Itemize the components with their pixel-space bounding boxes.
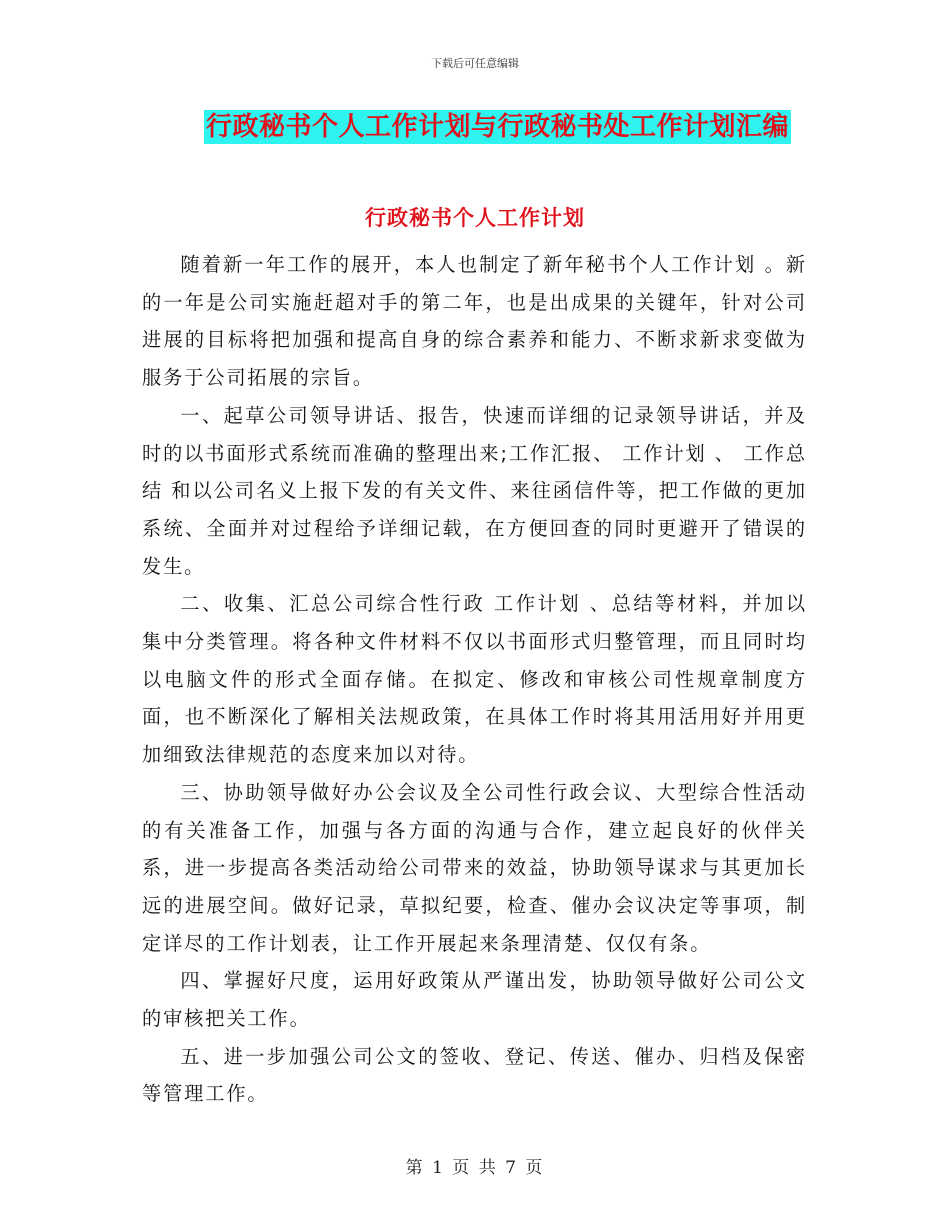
section-title: 行政秘书个人工作计划	[365, 206, 585, 230]
page-number-footer: 第 1 页 共 7 页	[405, 1158, 545, 1178]
paragraph-item-2: 二、收集、汇总公司综合性行政 工作计划 、总结等材料，并加以集中分类管理。将各种文件材料不仅以书面形式归整管理，而且同时均以电脑文件的形式全面存储。在拟定、修改和审核公司性规章制度方面，也不断深化了解相关法规政策，在具体工作时将其用活用好并用更加细致法律规范的态度来加以对待。	[142, 592, 807, 767]
header-note: 下载后可任意编辑	[431, 57, 519, 70]
main-title: 行政秘书个人工作计划与行政秘书处工作计划汇编	[205, 112, 789, 142]
main-title-container	[0, 110, 950, 144]
paragraph-intro: 随着新一年工作的展开，本人也制定了新年秘书个人工作计划 。新的一年是公司实施赶超对手的第二年，也是出成果的关键年，针对公司进展的目标将把加强和提高自身的综合素养和能力、不断求新求变做为服务于公司拓展的宗旨。	[142, 253, 807, 390]
paragraph-item-1: 一、起草公司领导讲话、报告，快速而详细的记录领导讲话，并及时的以书面形式系统而准确的整理出来;工作汇报、 工作计划 、 工作总结 和以公司名义上报下发的有关文件、来往函信件等，把工作做的更加系统、全面并对过程给予详细记载，在方便回查的同时更避开了错误的发生。	[142, 403, 807, 578]
paragraph-item-5: 五、进一步加强公司公文的签收、登记、传送、催办、归档及保密等管理工作。	[142, 1044, 807, 1106]
document-body	[142, 246, 807, 1113]
paragraph-item-4: 四、掌握好尺度，运用好政策从严谨出发，协助领导做好公司公文的审核把关工作。	[142, 969, 807, 1031]
paragraph-item-3: 三、协助领导做好办公会议及全公司性行政会议、大型综合性活动的有关准备工作，加强与各方面的沟通与合作，建立起良好的伙伴关系，进一步提高各类活动给公司带来的效益，协助领导谋求与其更加长远的进展空间。做好记录，草拟纪要，检查、催办会议决定等事项，制定详尽的工作计划表，让工作开展起来条理清楚、仅仅有条。	[142, 780, 807, 955]
